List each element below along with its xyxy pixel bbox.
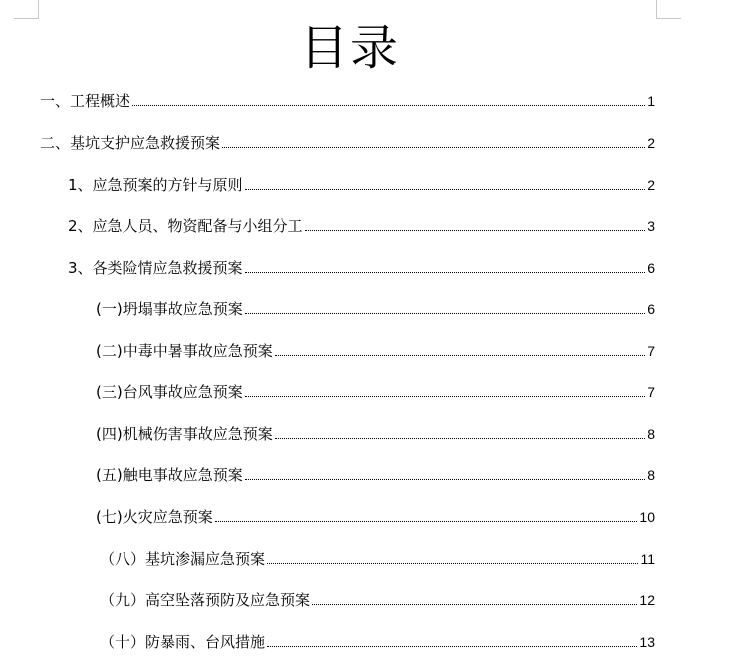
toc-entry-page: 1 bbox=[647, 93, 655, 109]
toc-entry[interactable] bbox=[96, 465, 655, 485]
toc-entry-label: (二)中毒中暑事故应急预案 bbox=[96, 342, 273, 360]
toc-entry-label: (七)火灾应急预案 bbox=[96, 508, 213, 526]
toc-entry-page: 8 bbox=[647, 426, 655, 442]
toc-entry-page: 3 bbox=[647, 218, 655, 234]
toc-leader bbox=[132, 105, 645, 106]
toc-entry-page: 12 bbox=[639, 592, 655, 608]
toc-entry-label: 2、应急人员、物资配备与小组分工 bbox=[68, 217, 303, 235]
toc-entry-label: 二、基坑支护应急救援预案 bbox=[40, 134, 221, 152]
toc-entry[interactable] bbox=[100, 632, 655, 652]
toc-leader bbox=[305, 230, 646, 231]
toc-leader bbox=[245, 396, 645, 397]
toc-entry-page: 7 bbox=[647, 343, 655, 359]
toc-entry-label: (一)坍塌事故应急预案 bbox=[96, 300, 243, 318]
toc-leader bbox=[245, 479, 645, 480]
toc-title: 目录 bbox=[299, 20, 400, 76]
toc-leader bbox=[222, 147, 645, 148]
toc-entry[interactable] bbox=[40, 91, 655, 111]
toc-leader bbox=[215, 521, 638, 522]
toc-entry[interactable] bbox=[100, 590, 655, 610]
toc-entry[interactable] bbox=[40, 133, 655, 153]
toc-leader bbox=[267, 646, 637, 647]
toc-entry-page: 10 bbox=[639, 509, 655, 525]
toc-entry-label: (三)台风事故应急预案 bbox=[96, 383, 243, 401]
toc-entry-page: 11 bbox=[640, 551, 655, 567]
toc-entry[interactable] bbox=[96, 424, 655, 444]
toc-entry-page: 6 bbox=[647, 260, 655, 276]
toc-entry[interactable] bbox=[68, 258, 655, 278]
toc-leader bbox=[275, 438, 645, 439]
toc-leader bbox=[245, 313, 645, 314]
toc-leader bbox=[267, 563, 638, 564]
toc-entry-label: （十）防暴雨、台风措施 bbox=[100, 633, 266, 651]
toc-entry-page: 6 bbox=[647, 301, 655, 317]
toc-entry-label: （九）高空坠落预防及应急预案 bbox=[100, 591, 311, 609]
toc-entry[interactable] bbox=[96, 299, 655, 319]
toc-entry-label: （八）基坑渗漏应急预案 bbox=[100, 550, 266, 568]
toc-entry-page: 2 bbox=[647, 135, 655, 151]
toc-entry-page: 13 bbox=[639, 634, 655, 650]
toc-leader bbox=[275, 355, 645, 356]
toc-entry[interactable] bbox=[100, 549, 655, 569]
toc-entry[interactable] bbox=[96, 382, 655, 402]
toc-entry-label: 1、应急预案的方针与原则 bbox=[68, 176, 243, 194]
toc-entry-page: 8 bbox=[647, 467, 655, 483]
toc-entry[interactable] bbox=[68, 175, 655, 195]
toc-leader bbox=[245, 272, 646, 273]
toc-entry[interactable] bbox=[68, 216, 655, 236]
toc-entry-label: 一、工程概述 bbox=[40, 92, 131, 110]
toc-entry[interactable] bbox=[96, 341, 655, 361]
toc-entry-page: 2 bbox=[647, 177, 655, 193]
toc-leader bbox=[312, 604, 637, 605]
toc-entry-page: 7 bbox=[647, 384, 655, 400]
toc-entry-label: 3、各类险情应急救援预案 bbox=[68, 259, 243, 277]
toc-entry[interactable] bbox=[96, 507, 655, 527]
toc-entry-label: (四)机械伤害事故应急预案 bbox=[96, 425, 273, 443]
toc-leader bbox=[245, 189, 646, 190]
toc-entry-label: (五)触电事故应急预案 bbox=[96, 466, 243, 484]
